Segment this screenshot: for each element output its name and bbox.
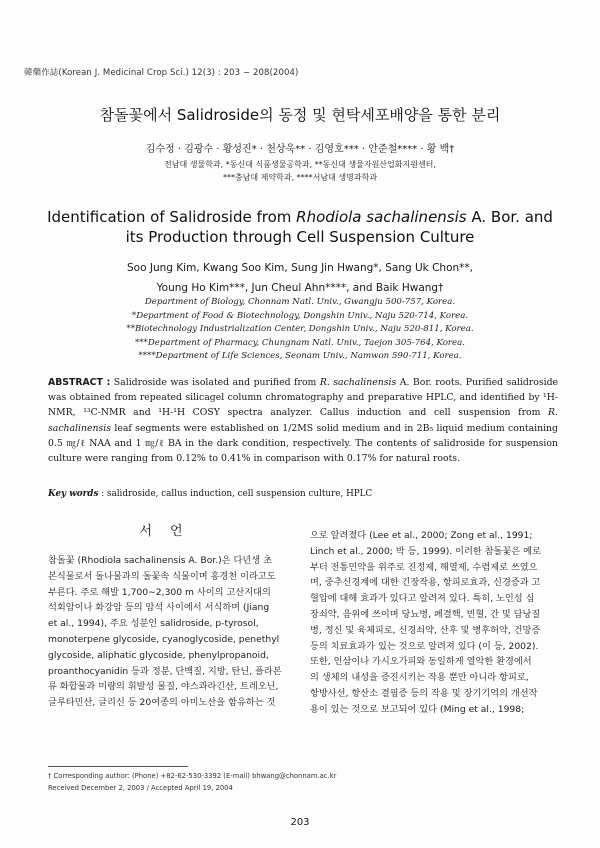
body-line: Linch et al., 2000; 박 등, 1999). 이러한 참돌꽃은 예로 — [310, 545, 541, 557]
korean-affiliations — [0, 158, 600, 184]
abstract-text: A. Bor. roots. Purified salidroside was obtained from repeated silicagel column chromatography and preparative HPLC, and identified by ¹H-NMR, ¹³C-NMR and ¹H-¹H COSY spectra analyzer. Callus induction and cell suspension from — [48, 377, 559, 419]
korean-title: 참돌꽃에서 Salidroside의 동정 및 현탁세포배양을 통한 분리 — [99, 106, 501, 124]
korean-affiliation-line: ***충남대 제약학과, ****서남대 생명과학과 — [222, 173, 378, 182]
species-name: R. sachalinensis — [48, 407, 558, 434]
english-authors — [0, 258, 600, 298]
keywords — [48, 489, 558, 499]
body-line: proanthocyanidin 등과 정분, 단백질, 지방, 탄닌, 플라본 — [48, 665, 282, 677]
section-heading: 서언 — [139, 524, 201, 539]
footnote-divider — [48, 766, 188, 767]
abstract-label: ABSTRACT : — [48, 377, 111, 388]
body-line: 항방사선, 항산소 결핍증 등의 작용 및 장기기억의 개선작 — [310, 687, 538, 699]
body-line: 본식물로서 돌나물과의 돌꽃속 식물이며 홍경천 이라고도 — [48, 570, 276, 582]
body-line: 병, 정신 및 육체피로, 신경쇠약, 산후 및 병후허약, 건망증 — [310, 624, 541, 636]
abstract — [48, 375, 558, 466]
body-line: 등의 치료효과가 있는 것으로 알려져 있다 (이 등, 2002). — [310, 640, 539, 652]
english-title-line-1 — [0, 207, 600, 227]
journal-citation: 韓藥作誌(Korean J. Medicinal Crop Sci.) 12(3) : 203 − 208(2004) — [24, 68, 299, 78]
body-line: 의 생체의 내성을 증진시키는 작용 뿐만 아니라 항피로, — [310, 672, 529, 684]
body-line: 용이 있는 것으로 보고되어 있다 (Ming et al., 1998; — [310, 703, 525, 715]
body-column-left — [48, 553, 296, 711]
body-line: monoterpene glycoside, cyanoglycoside, penethyl — [48, 633, 280, 645]
body-line: 으로 알려졌다 (Lee et al., 2000; Zong et al., 1991; — [310, 530, 533, 541]
abstract-text: leaf segments were established on 1/2MS solid medium and in 2B₅ liquid medium containing 0.5 ㎎/ℓ NAA and 1 ㎎/ℓ BA in the dark condition, respectively. The contents of salidroside for suspension culture were ranging from 0.12% to 0.41% in comparison with 0.17% for natural roots. — [48, 422, 558, 465]
page-number: 203 — [290, 817, 310, 828]
affiliation-line: ****Department of Life Sciences, Seonam Univ., Namwon 590-711, Korea. — [138, 351, 462, 362]
body-line: glycoside, aliphatic glycoside, phenylpropanoid, — [48, 649, 269, 661]
english-affiliations — [0, 296, 600, 364]
english-title — [0, 207, 600, 247]
abstract-text: Salidroside was isolated and purified from — [110, 377, 320, 388]
corresponding-author-note: † Corresponding author: (Phone) +82-62-530-3392 (E-mail) bhwang@chonnam.ac.kr — [48, 772, 337, 780]
body-line: 부른다. 주로 해발 1,700∼2,300 m 사이의 고산지대의 — [48, 586, 271, 598]
body-line: 장쇠약, 음위에 쓰이며 당뇨병, 폐결핵, 빈혈, 간 및 담낭질 — [310, 608, 541, 620]
affiliation-line: ***Department of Pharmacy, Chungnam Natl. Univ., Taejon 305-764, Korea. — [135, 337, 465, 348]
english-authors-line-1: Soo Jung Kim, Kwang Soo Kim, Sung Jin Hwang*, Sang Uk Chon**, — [127, 262, 473, 274]
species-name: Rhodiola sachalinensis — [296, 208, 467, 226]
affiliation-line: *Department of Food & Biotechnology, Dongshin Univ., Naju 520-714, Korea. — [131, 310, 469, 321]
body-line: et al., 1994), 주요 성분인 salidroside, p-tyrosol, — [48, 618, 259, 630]
keywords-label: Key words — [48, 489, 99, 499]
body-line: 참돌꽃 (Rhodiola sachalinensis A. Bor.)은 다년생 초 — [48, 555, 272, 566]
body-line: 또한, 인삼이나 가시오가피와 동일하게 열악한 환경에서 — [310, 656, 532, 668]
body-line: 혈압에 대해 효과가 있다고 알려져 있다. 특히, 노인성 심 — [310, 593, 535, 605]
korean-affiliation-line: 전남대 생물학과, *동신대 식품생물공학과, **동신대 생물자원산업화지원센터, — [164, 160, 436, 169]
affiliation-line: Department of Biology, Chonnam Natl. Univ., Gwangju 500-757, Korea. — [144, 297, 456, 307]
body-line: 글루타민산, 글리신 등 20여종의 아미노산을 함유하는 것 — [48, 697, 276, 709]
korean-authors: 김수정 · 김광수 · 황성진* · 천상욱** · 김영호*** · 안준철**** · 황 백† — [145, 144, 455, 155]
english-authors-line-2: Young Ho Kim***, Jun Cheul Ahn****, and Baik Hwang† — [156, 282, 444, 294]
body-line: 석회암이나 화강암 등의 암석 사이에서 서식하며 (Jiang — [48, 602, 270, 614]
received-accepted-note: Received December 2, 2003 / Accepted April 19, 2004 — [48, 784, 233, 792]
footnote — [48, 770, 336, 794]
body-line: 며, 중추신경계에 대한 긴장작용, 항피로효과, 신경증과 고 — [310, 577, 541, 589]
species-name: R. sachalinensis — [319, 377, 397, 388]
body-line: 부터 전통민약을 위주로 진정제, 해열제, 수렴제로 쓰였으 — [310, 561, 538, 573]
body-column-right — [310, 528, 558, 718]
keywords-text: : salidroside, callus induction, cell suspension culture, HPLC — [98, 489, 373, 499]
body-line: 류 화합물과 미량의 휘발성 물질, 야스콰라긴산, 트레오닌, — [48, 681, 279, 693]
english-title-line-2: its Production through Cell Suspension Culture — [125, 228, 475, 246]
affiliation-line: **Biotechnology Industrialization Center, Dongshin Univ., Naju 520-811, Korea. — [126, 324, 474, 335]
title-text: Identification of Salidroside from — [47, 208, 297, 226]
title-text: A. Bor. and — [466, 208, 553, 226]
